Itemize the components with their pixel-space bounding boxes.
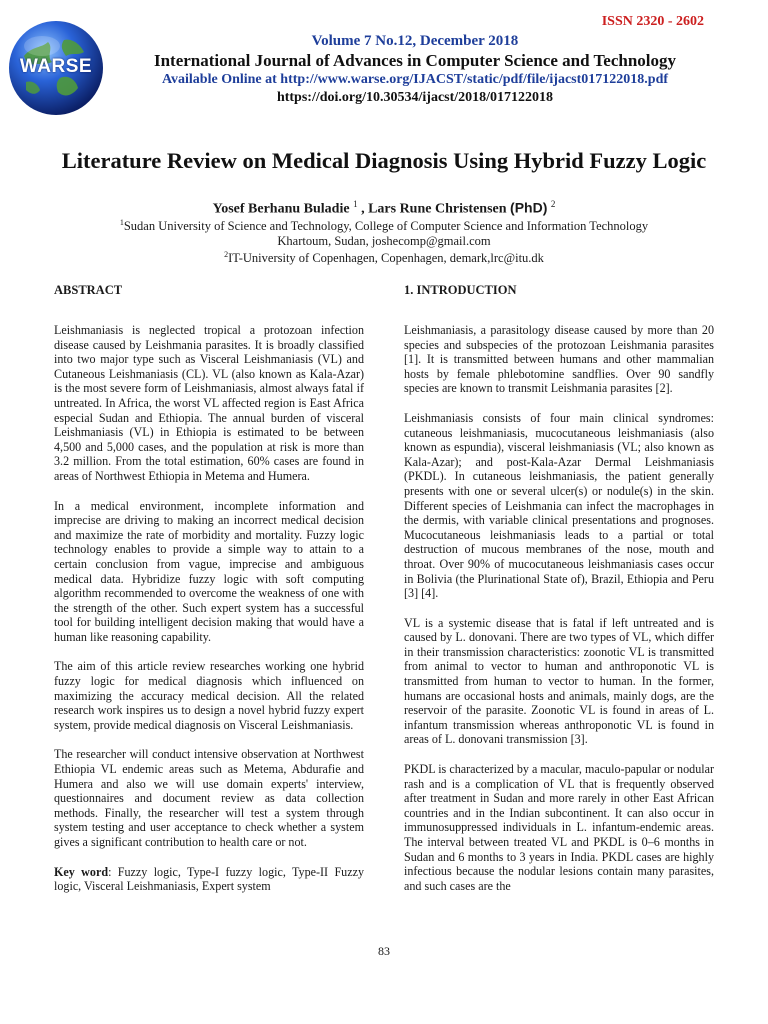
affiliation-1-sup: 1 <box>119 218 124 227</box>
introduction-paragraph: VL is a systemic disease that is fatal if left untreated and is caused by L. donovani. There are two types of VL, which differ in their transmission characteristics: zoonotic VL is transmitted from animal to vector to human and anthroponotic VL is transmitted from human to vector to human. In the former, humans are occasional hosts and animals, mainly dogs, are the reservoir of the parasite. Zoonotic VL is found in areas of L. infantum transmission whereas anthroponotic VL is found in areas of L. donovani transmission [3]. <box>404 615 714 747</box>
journal-name: International Journal of Advances in Computer Science and Technology <box>153 51 677 70</box>
logo-text: WARSE <box>19 56 93 77</box>
keywords-text: : Fuzzy logic, Type-I fuzzy logic, Type-II Fuzzy logic, Visceral Leishmaniasis, Expert system <box>54 864 364 894</box>
warse-logo <box>6 18 106 118</box>
author-2-sup: 2 <box>550 199 556 209</box>
introduction-paragraph: Leishmaniasis, a parasitology disease caused by more than 20 species and subspecies of the protozoan Leishmania parasites [1]. It is transmitted between humans and other mammalian hosts by female phlebotomine sandflies. Over 90 sandfly species are known to transmit Leishmania parasites [2]. <box>404 323 714 396</box>
author-line <box>0 199 768 218</box>
author-1: Yosef Berhanu Buladie <box>212 201 350 217</box>
abstract-paragraph: Leishmaniasis is neglected tropical a protozoan infection disease caused by Leishmania parasites. It is broadly classified into two major type such as Visceral Leishmaniasis (VL) and Cutaneous Leishmaniasis (CL). VL (also known as Kala-Azar) is the most severe form of Leishmaniasis, almost always fatal if untreated. In Africa, the worst VL affected region is East Africa especial Sudan and Ethiopia. The annual burden of visceral Leishmaniasis (VL) in Ethiopia is estimated to be between 4,500 and 5,000 cases, and the population at risk is more than 3.2 million. From the total estimation, 60% cases are found in areas of Northwest Ethiopia in Metema and Humera. <box>54 323 364 483</box>
journal-volume: Volume 7 No.12, December 2018 <box>311 33 519 49</box>
author-1-sup: 1 <box>353 199 358 209</box>
author-2-degree: (PhD) <box>510 199 548 216</box>
page-number: 83 <box>378 944 390 958</box>
affiliation-1-text: Sudan University of Science and Technology, College of Computer Science and Information Technology <box>123 219 649 234</box>
keywords-paragraph <box>54 865 364 894</box>
author-2: Lars Rune Christensen <box>368 201 507 217</box>
affiliation-1-line2: Khartoum, Sudan, joshecomp@gmail.com <box>277 234 491 248</box>
introduction-column <box>404 283 714 908</box>
introduction-paragraph: Leishmaniasis consists of four main clinical syndromes: cutaneous leishmaniasis, mucocutaneous leishmaniasis (also known as espundia), visceral leishmaniasis (VL; also known as Kala-Azar); and post-Kala-Azar Dermal Leishmaniasis (PKDL). In cutaneous leishmaniasis, the patient generally presents with one or several ulcer(s) or nodule(s) in the skin. Different species of Leishmania can infect the macrophages in the dermis, with variable clinical presentations and prognoses. Mucocutaneous leishmaniasis leads to a partial or total destruction of mucous membranes of the nose, mouth and throat. Over 90% of mucocutaneous leishmaniasis cases occur in Bolivia (the Plurinational State of), Brazil, Ethiopia and Peru [3] [4]. <box>404 410 714 601</box>
affiliation-2 <box>0 250 768 266</box>
affiliation-1 <box>0 218 768 234</box>
online-link[interactable]: Available Online at http://www.warse.org/IJACST/static/pdf/file/ijacst017122018.pdf <box>161 72 669 87</box>
doi-link[interactable]: https://doi.org/10.30534/ijacst/2018/017122018 <box>276 90 554 105</box>
abstract-heading: ABSTRACT <box>54 283 123 297</box>
affiliation-2-text: IT-University of Copenhagen, Copenhagen, demark,lrc@itu.dk <box>228 251 544 266</box>
issn-label: ISSN 2320 - 2602 <box>601 14 704 29</box>
affiliation-2-sup: 2 <box>224 250 229 259</box>
keywords-label: Key word <box>54 864 109 879</box>
abstract-column <box>54 283 364 909</box>
abstract-paragraph: The aim of this article review researches working one hybrid fuzzy logic for medical diagnosis which influenced on maximizing the accuracy medical decision. All the related research work inspires us to design a novel hybrid fuzzy expert system, provide medical diagnosis on Visceral Leishmaniasis. <box>54 659 364 732</box>
abstract-paragraph: The researcher will conduct intensive observation at Northwest Ethiopia VL endemic areas such as Metema, Abdurafie and Humera and also we will use domain experts' interview, questionnaires and document review as data collection methods. Finally, the researcher will test a system through system testing and user acceptance to check whether a system gives a significant contribution to health care or not. <box>54 747 364 849</box>
author-separator: , <box>357 201 369 217</box>
paper-title: Literature Review on Medical Diagnosis Using Hybrid Fuzzy Logic <box>61 148 707 173</box>
introduction-heading: 1. INTRODUCTION <box>404 283 517 297</box>
introduction-paragraph: PKDL is characterized by a macular, maculo-papular or nodular rash and is a complication of VL that is frequently observed after treatment in Sudan and more rarely in other East African countries and in the Indian subcontinent. It can also occur in immunosuppressed individuals in L. infantum-endemic areas. The interval between treated VL and PKDL is 0–6 months in Sudan and 6 months to 3 years in India. PKDL cases are highly infectious because the nodular lesions contain many parasites, and such cases are the <box>404 762 714 893</box>
abstract-paragraph: In a medical environment, incomplete information and imprecise are driving to making an incorrect medical decision and maximize the rate of morbidity and mortality. Fuzzy logic technology enables to provide a simple way to attain to a certain conclusion from vague, imprecise and ambiguous medical data. Hybridize fuzzy logic with soft computing algorithm recommended to overcome the weakness of one with the strength of the other. Such expert system has a successful tool for building intelligent decision making that would have a human like reasoning capability. <box>54 498 364 644</box>
